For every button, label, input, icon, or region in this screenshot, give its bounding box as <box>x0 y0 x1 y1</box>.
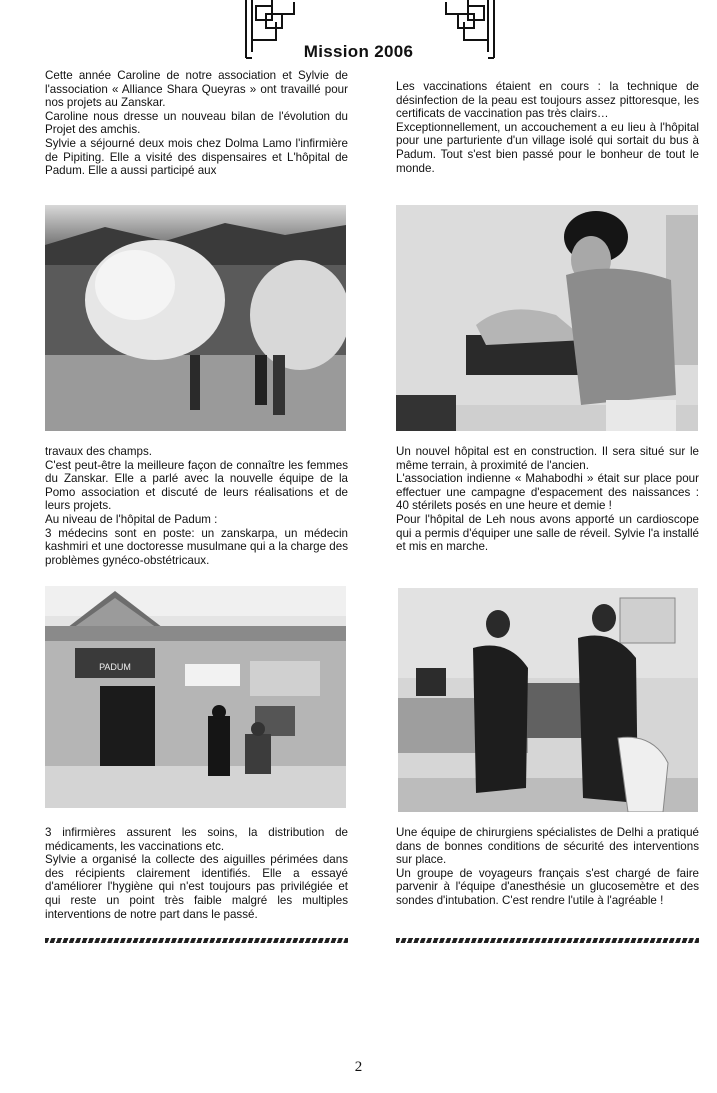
paragraph: Au niveau de l'hôpital de Padum : <box>45 512 218 526</box>
right-intro-text <box>396 80 699 175</box>
paragraph: Exceptionnellement, un accouchement a eu lieu à l'hôpital pour une parturiente d'un village isolé qui sortait du bus à Padum. Tout s'est bien passé pour le bonheur de tout le monde. <box>396 120 699 175</box>
paragraph: L'association indienne « Mahabodhi » était sur place pour effectuer une campagne d'espacement des naissances : 40 stérilets posés en une heure et demie ! <box>396 472 699 513</box>
separator-left <box>45 938 348 943</box>
left-bottom-text <box>45 826 348 921</box>
left-intro-text <box>45 69 348 178</box>
right-bottom-text <box>396 826 699 908</box>
paragraph: 3 médecins sont en poste: un zanskarpa, un médecin kashmiri et une doctoresse musulmane qui a la charge des problèmes gynéco-obstétricaux. <box>45 526 348 567</box>
photo-padum-hospital <box>45 586 346 808</box>
page-title: Mission 2006 <box>303 42 414 61</box>
photo-hospital-interior <box>398 588 698 812</box>
paragraph: Pour l'hôpital de Leh nous avons apporté un cardioscope qui a permis d'équiper une salle de réveil. Sylvie l'a installé et mis en marche. <box>396 512 699 554</box>
photo-nurse-examination <box>396 205 698 431</box>
paragraph: Un nouvel hôpital est en construction. Il sera situé sur le même terrain, à proximité de l'ancien. <box>396 445 699 472</box>
paragraph: Les vaccinations étaient en cours : la technique de désinfection de la peau est toujours assez pittoresque, les certificats de vaccination pas très clairs… <box>396 80 699 121</box>
hospital-sign-text: PADUM <box>99 662 131 672</box>
photo-field-work <box>45 205 346 431</box>
paragraph: travaux des champs. <box>45 445 152 458</box>
paragraph: Sylvie a séjourné deux mois chez Dolma Lamo l'infirmière de Pipiting. Elle a visité des dispensaires et L'hôpital de Padum. Elle a aussi participé aux <box>45 136 348 178</box>
paragraph: Sylvie a organisé la collecte des aiguilles périmées dans des récipients clairement identifiés. Elle a essayé d'améliorer l'hygiène qui n'est toujours pas privilégiée et qui reste un point très faible malgré les multiples interventions de notre part dans le passé. <box>45 853 348 921</box>
page-number: 2 <box>354 1059 363 1075</box>
paragraph: Une équipe de chirurgiens spécialistes de Delhi a pratiqué dans de bonnes conditions de sécurité des interventions sur place. <box>396 826 699 867</box>
paragraph: Caroline nous dresse un nouveau bilan de l'évolution du Projet des amchis. <box>45 109 348 137</box>
separator-right <box>396 938 699 943</box>
paragraph: Cette année Caroline de notre association et Sylvie de l'association « Alliance Shara Queyras » ont travaillé pour nos projets au Zanskar. <box>45 69 348 110</box>
paragraph: Un groupe de voyageurs français s'est chargé de faire parvenir à l'équipe d'anesthésie un glucosemètre et des sondes d'intubation. C'est rendre l'utile à l'agréable ! <box>396 866 699 907</box>
left-middle-text <box>45 445 348 567</box>
paragraph: C'est peut-être la meilleure façon de connaître les femmes du Zanskar. Elle a parlé avec la nouvelle équipe de la Pomo association et discuté de leurs réalisations et de leurs projets. <box>45 458 348 513</box>
right-middle-text <box>396 445 699 554</box>
paragraph: 3 infirmières assurent les soins, la distribution de médicaments, les vaccinations etc. <box>45 826 348 853</box>
